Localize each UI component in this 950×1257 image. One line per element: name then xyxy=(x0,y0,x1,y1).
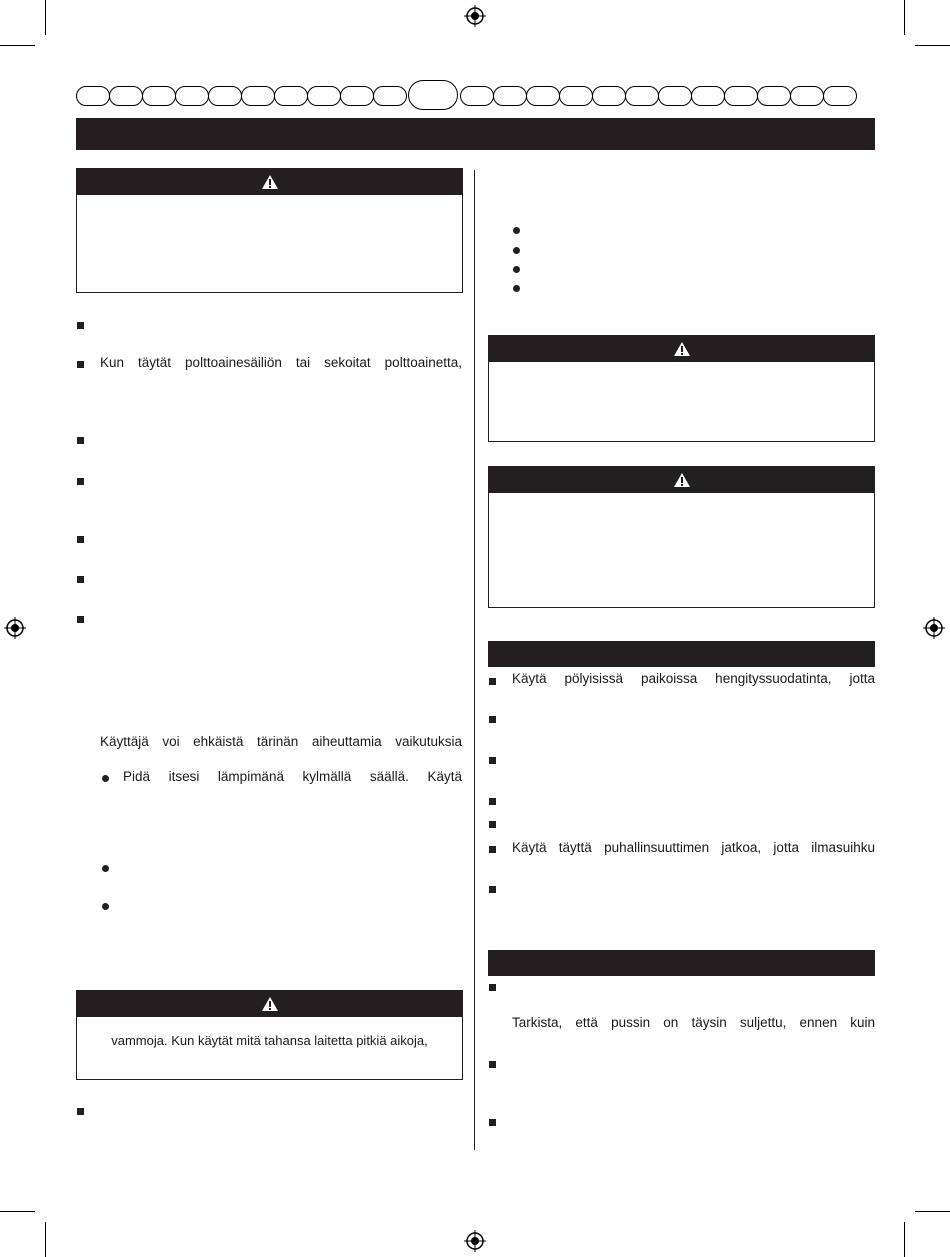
registration-mark-icon xyxy=(4,617,26,639)
bullet-square xyxy=(77,616,84,623)
language-tab[interactable] xyxy=(340,86,374,106)
bullet-square xyxy=(489,821,496,828)
bullet-square xyxy=(489,716,496,723)
crop-mark xyxy=(0,45,35,46)
registration-mark-icon xyxy=(923,617,945,639)
subsection-bar xyxy=(488,950,875,976)
language-tab[interactable] xyxy=(691,86,725,106)
bullet-warm-text: Pidä itsesi lämpimänä kylmällä säällä. Käytä xyxy=(123,769,462,784)
language-tab[interactable] xyxy=(373,86,407,106)
bullet-square xyxy=(77,437,84,444)
paragraph-fuel: Kun täytät polttoainesäiliön tai sekoitat polttoainetta, xyxy=(100,355,462,370)
bullet-dot xyxy=(513,266,520,273)
registration-mark-icon xyxy=(464,5,486,27)
language-tab[interactable] xyxy=(559,86,593,106)
warning-header xyxy=(77,991,462,1017)
warning-box xyxy=(488,466,875,608)
language-tab[interactable] xyxy=(460,86,494,106)
crop-mark xyxy=(904,1222,905,1257)
subsection-bar xyxy=(488,641,875,667)
section-title-bar xyxy=(76,118,875,150)
warning-header xyxy=(77,169,462,195)
crop-mark xyxy=(915,45,950,46)
language-tab-active[interactable] xyxy=(408,80,458,110)
bullet-square xyxy=(489,984,496,991)
bullet-dot xyxy=(513,247,520,254)
language-tab[interactable] xyxy=(493,86,527,106)
language-tab[interactable] xyxy=(142,86,176,106)
paragraph-vibration: Käyttäjä voi ehkäistä tärinän aiheuttamia vaikutuksia xyxy=(100,734,462,749)
bullet-square xyxy=(489,846,496,853)
language-tab[interactable] xyxy=(175,86,209,106)
bullet-square xyxy=(489,757,496,764)
warning-triangle-icon xyxy=(673,341,691,357)
language-tab[interactable] xyxy=(274,86,308,106)
bullet-dot xyxy=(513,227,520,234)
registration-mark-icon xyxy=(464,1230,486,1252)
warning-triangle-icon xyxy=(261,174,279,190)
bullet-dot xyxy=(513,285,520,292)
bullet-dot xyxy=(102,775,109,782)
column-divider xyxy=(474,170,475,1150)
crop-mark xyxy=(915,1211,950,1212)
bullet-dot xyxy=(102,865,109,872)
warning-box xyxy=(76,990,463,1080)
warning-box xyxy=(76,168,463,293)
paragraph-dust: Käytä pölyisissä paikoissa hengityssuodatinta, jotta xyxy=(512,671,875,686)
language-tab[interactable] xyxy=(307,86,341,106)
language-tab[interactable] xyxy=(526,86,560,106)
language-tab[interactable] xyxy=(241,86,275,106)
language-tab[interactable] xyxy=(76,86,110,106)
bullet-square xyxy=(77,361,84,368)
warning-triangle-icon xyxy=(261,996,279,1012)
bullet-square xyxy=(489,678,496,685)
warning-box xyxy=(488,335,875,442)
crop-mark xyxy=(45,0,46,35)
crop-mark xyxy=(904,0,905,35)
bullet-square xyxy=(77,322,84,329)
language-tab[interactable] xyxy=(724,86,758,106)
warning-header xyxy=(489,336,874,362)
language-tab[interactable] xyxy=(208,86,242,106)
language-tab[interactable] xyxy=(823,86,857,106)
bullet-square xyxy=(77,478,84,485)
crop-mark xyxy=(45,1222,46,1257)
language-tab[interactable] xyxy=(592,86,626,106)
paragraph-bag: Tarkista, että pussin on täysin suljettu, ennen kuin xyxy=(512,1015,875,1030)
bullet-square xyxy=(77,576,84,583)
bullet-square xyxy=(489,1061,496,1068)
bullet-square xyxy=(77,1108,84,1115)
bullet-square xyxy=(489,798,496,805)
language-tab[interactable] xyxy=(757,86,791,106)
bullet-square xyxy=(77,536,84,543)
warning-text: vammoja. Kun käytät mitä tahansa laitetta pitkiä aikoja, xyxy=(111,1033,428,1048)
crop-mark xyxy=(0,1211,35,1212)
bullet-square xyxy=(489,1119,496,1126)
language-tab[interactable] xyxy=(790,86,824,106)
language-tab[interactable] xyxy=(109,86,143,106)
warning-triangle-icon xyxy=(673,472,691,488)
language-tab[interactable] xyxy=(658,86,692,106)
language-tab[interactable] xyxy=(625,86,659,106)
bullet-dot xyxy=(102,903,109,910)
paragraph-nozzle: Käytä täyttä puhallinsuuttimen jatkoa, jotta ilmasuihku xyxy=(512,840,875,855)
bullet-square xyxy=(489,886,496,893)
warning-header xyxy=(489,467,874,493)
